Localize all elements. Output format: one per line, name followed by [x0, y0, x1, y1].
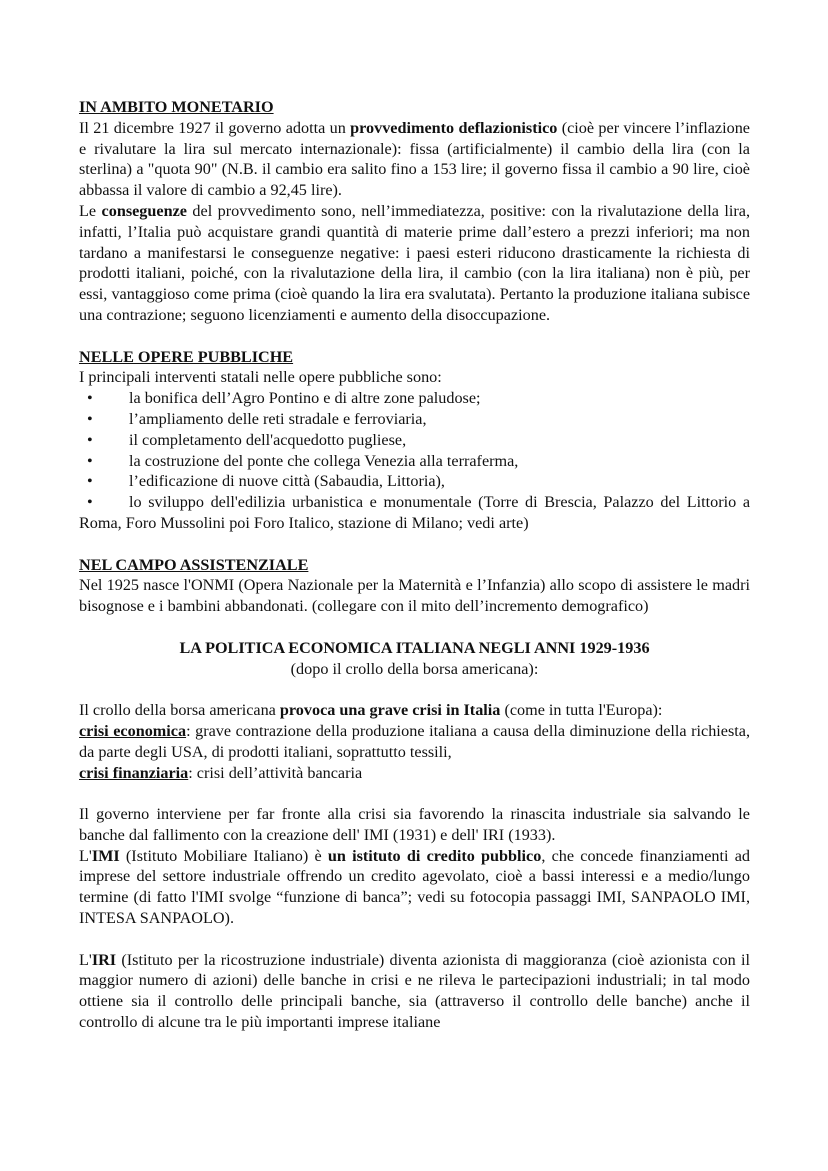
- bullet-icon: •: [87, 493, 93, 512]
- text-run: : crisi dell’attività bancaria: [188, 763, 363, 782]
- bold-grave-crisi: provoca una grave crisi in Italia: [279, 701, 501, 720]
- text-run: (Istituto per la ricostruzione industriale) diventa azionista di maggioranza (cioè azionista con il maggior numero di azioni) delle banche in crisi e ne rileva le partecipazioni industriali; in tal modo ottiene sia il controllo delle principali banche, sia (attraverso il controllo delle banche) anche il controllo di alcune tra le più importanti imprese italiane: [79, 950, 750, 1032]
- paragraph-crisi-finanziaria: [79, 763, 750, 784]
- bold-conseguenze: conseguenze: [101, 201, 187, 220]
- list-item: [79, 451, 750, 472]
- heading-opere-pubbliche: NELLE OPERE PUBBLICHE: [79, 347, 294, 366]
- list-item-text: l’ampliamento delle reti stradale e ferroviaria,: [129, 409, 427, 428]
- spacer: [79, 929, 750, 950]
- paragraph-onmi: Nel 1925 nasce l'ONMI (Opera Nazionale per la Maternità e l’Infanzia) allo scopo di assistere le madri bisognose e i bambini abbandonati. (collegare con il mito dell’incremento demografico): [79, 576, 750, 616]
- paragraph-conseguenze: [79, 201, 750, 326]
- term-crisi-finanziaria: crisi finanziaria: [79, 763, 189, 782]
- list-item: [79, 409, 750, 430]
- list-item: [79, 430, 750, 451]
- text-run: Il crollo della borsa americana: [79, 701, 280, 720]
- list-item: [79, 388, 750, 409]
- bold-provvedimento-deflazionistico: provvedimento deflazionistico: [350, 118, 558, 137]
- spacer: [79, 679, 750, 700]
- spacer: [79, 617, 750, 638]
- text-run: L': [79, 950, 92, 969]
- text-run: (Istituto Mobiliare Italiano) è: [119, 846, 328, 865]
- bullet-icon: •: [87, 451, 93, 470]
- text-run: (cioè per vincere l’inflazione e rivalutare la lira sul mercato internazionale): fissa (artificialmente) il cambio della lira (con la sterlina) a "quota 90" (N.B. il cambio era salito fino a 153 lire; il governo fissa il cambio a 90 lire, cioè abbassa il valore di cambio a 92,45 lire).: [79, 118, 750, 200]
- paragraph-crollo-borsa: [79, 700, 750, 721]
- heading-campo-assistenziale: NEL CAMPO ASSISTENZIALE: [79, 555, 309, 574]
- text-run: del provvedimento sono, nell’immediatezza, positive: con la rivalutazione della lira, infatti, l’Italia può acquistare grandi quantità di materie prime dall’estero a prezzi inferiori; ma non tardano a manifestarsi le conseguenze negative: i paesi esteri riducono drasticamente la richiesta di prodotti italiani, poiché, con la rivalutazione della lira, il cambio (con la lira italiana) non è più, per essi, vantaggioso come prima (cioè quando la lira era svalutata). Pertanto la produzione italiana subisce una contrazione; seguono licenziamenti e aumento della disoccupazione.: [79, 201, 751, 324]
- list-item-text: l’edificazione di nuove città (Sabaudia, Littoria),: [129, 472, 445, 491]
- text-run: L': [79, 846, 92, 865]
- bold-istituto-credito-pubblico: un istituto di credito pubblico: [327, 846, 542, 865]
- list-item-text: il completamento dell'acquedotto pugliese,: [129, 430, 407, 449]
- list-item-text: la bonifica dell’Agro Pontino e di altre zone paludose;: [129, 389, 481, 408]
- text-run: (come in tutta l'Europa):: [500, 701, 663, 720]
- paragraph-opere-intro: I principali interventi statali nelle opere pubbliche sono:: [79, 368, 442, 387]
- bold-imi: IMI: [91, 846, 120, 865]
- bullet-icon: •: [87, 409, 93, 428]
- section-title-politica-economica: LA POLITICA ECONOMICA ITALIANA NEGLI ANNI 1929-1936: [179, 638, 650, 657]
- heading-ambito-monetario: IN AMBITO MONETARIO: [79, 98, 274, 116]
- spacer: [79, 326, 750, 347]
- opere-list: [79, 388, 750, 534]
- paragraph-provvedimento: [79, 118, 750, 201]
- text-run: , che concede finanziamenti ad imprese del settore industriale offrendo un credito agevolato, cioè a bassi interessi e a medio/lungo termine (di fatto l'IMI svolge “funzione di banca”; vedi su fotocopia passaggi IMI, SANPAOLO IMI, INTESA SANPAOLO).: [79, 846, 750, 928]
- spacer: [79, 783, 750, 804]
- text-run: Le: [79, 201, 102, 220]
- bold-iri: IRI: [91, 950, 117, 969]
- text-run: Il 21 dicembre 1927 il governo adotta un: [79, 118, 351, 137]
- text-run: : grave contrazione della produzione italiana a causa della diminuzione della richiesta, da parte degli USA, di prodotti italiani, soprattutto tessili,: [79, 721, 751, 761]
- document-body: [79, 97, 750, 1033]
- term-crisi-economica: crisi economica: [79, 721, 187, 740]
- paragraph-imi: [79, 846, 750, 929]
- paragraph-iri: [79, 950, 750, 1033]
- list-item: [79, 471, 750, 492]
- list-item-text: la costruzione del ponte che collega Venezia alla terraferma,: [129, 451, 519, 470]
- paragraph-governo-interviene: Il governo interviene per far fronte alla crisi sia favorendo la rinascita industriale sia salvando le banche dal fallimento con la creazione dell' IMI (1931) e dell' IRI (1933).: [79, 805, 750, 844]
- list-item-text: lo sviluppo dell'edilizia urbanistica e monumentale (Torre di Brescia, Palazzo del Littorio a Roma, Foro Mussolini poi Foro Italico, stazione di Milano; vedi arte): [79, 493, 750, 532]
- paragraph-crisi-economica: [79, 721, 750, 763]
- spacer: [79, 534, 750, 555]
- bullet-icon: •: [87, 389, 93, 408]
- section-subtitle: (dopo il crollo della borsa americana):: [290, 659, 539, 678]
- bullet-icon: •: [87, 472, 93, 491]
- list-item: [79, 492, 750, 534]
- bullet-icon: •: [87, 430, 93, 449]
